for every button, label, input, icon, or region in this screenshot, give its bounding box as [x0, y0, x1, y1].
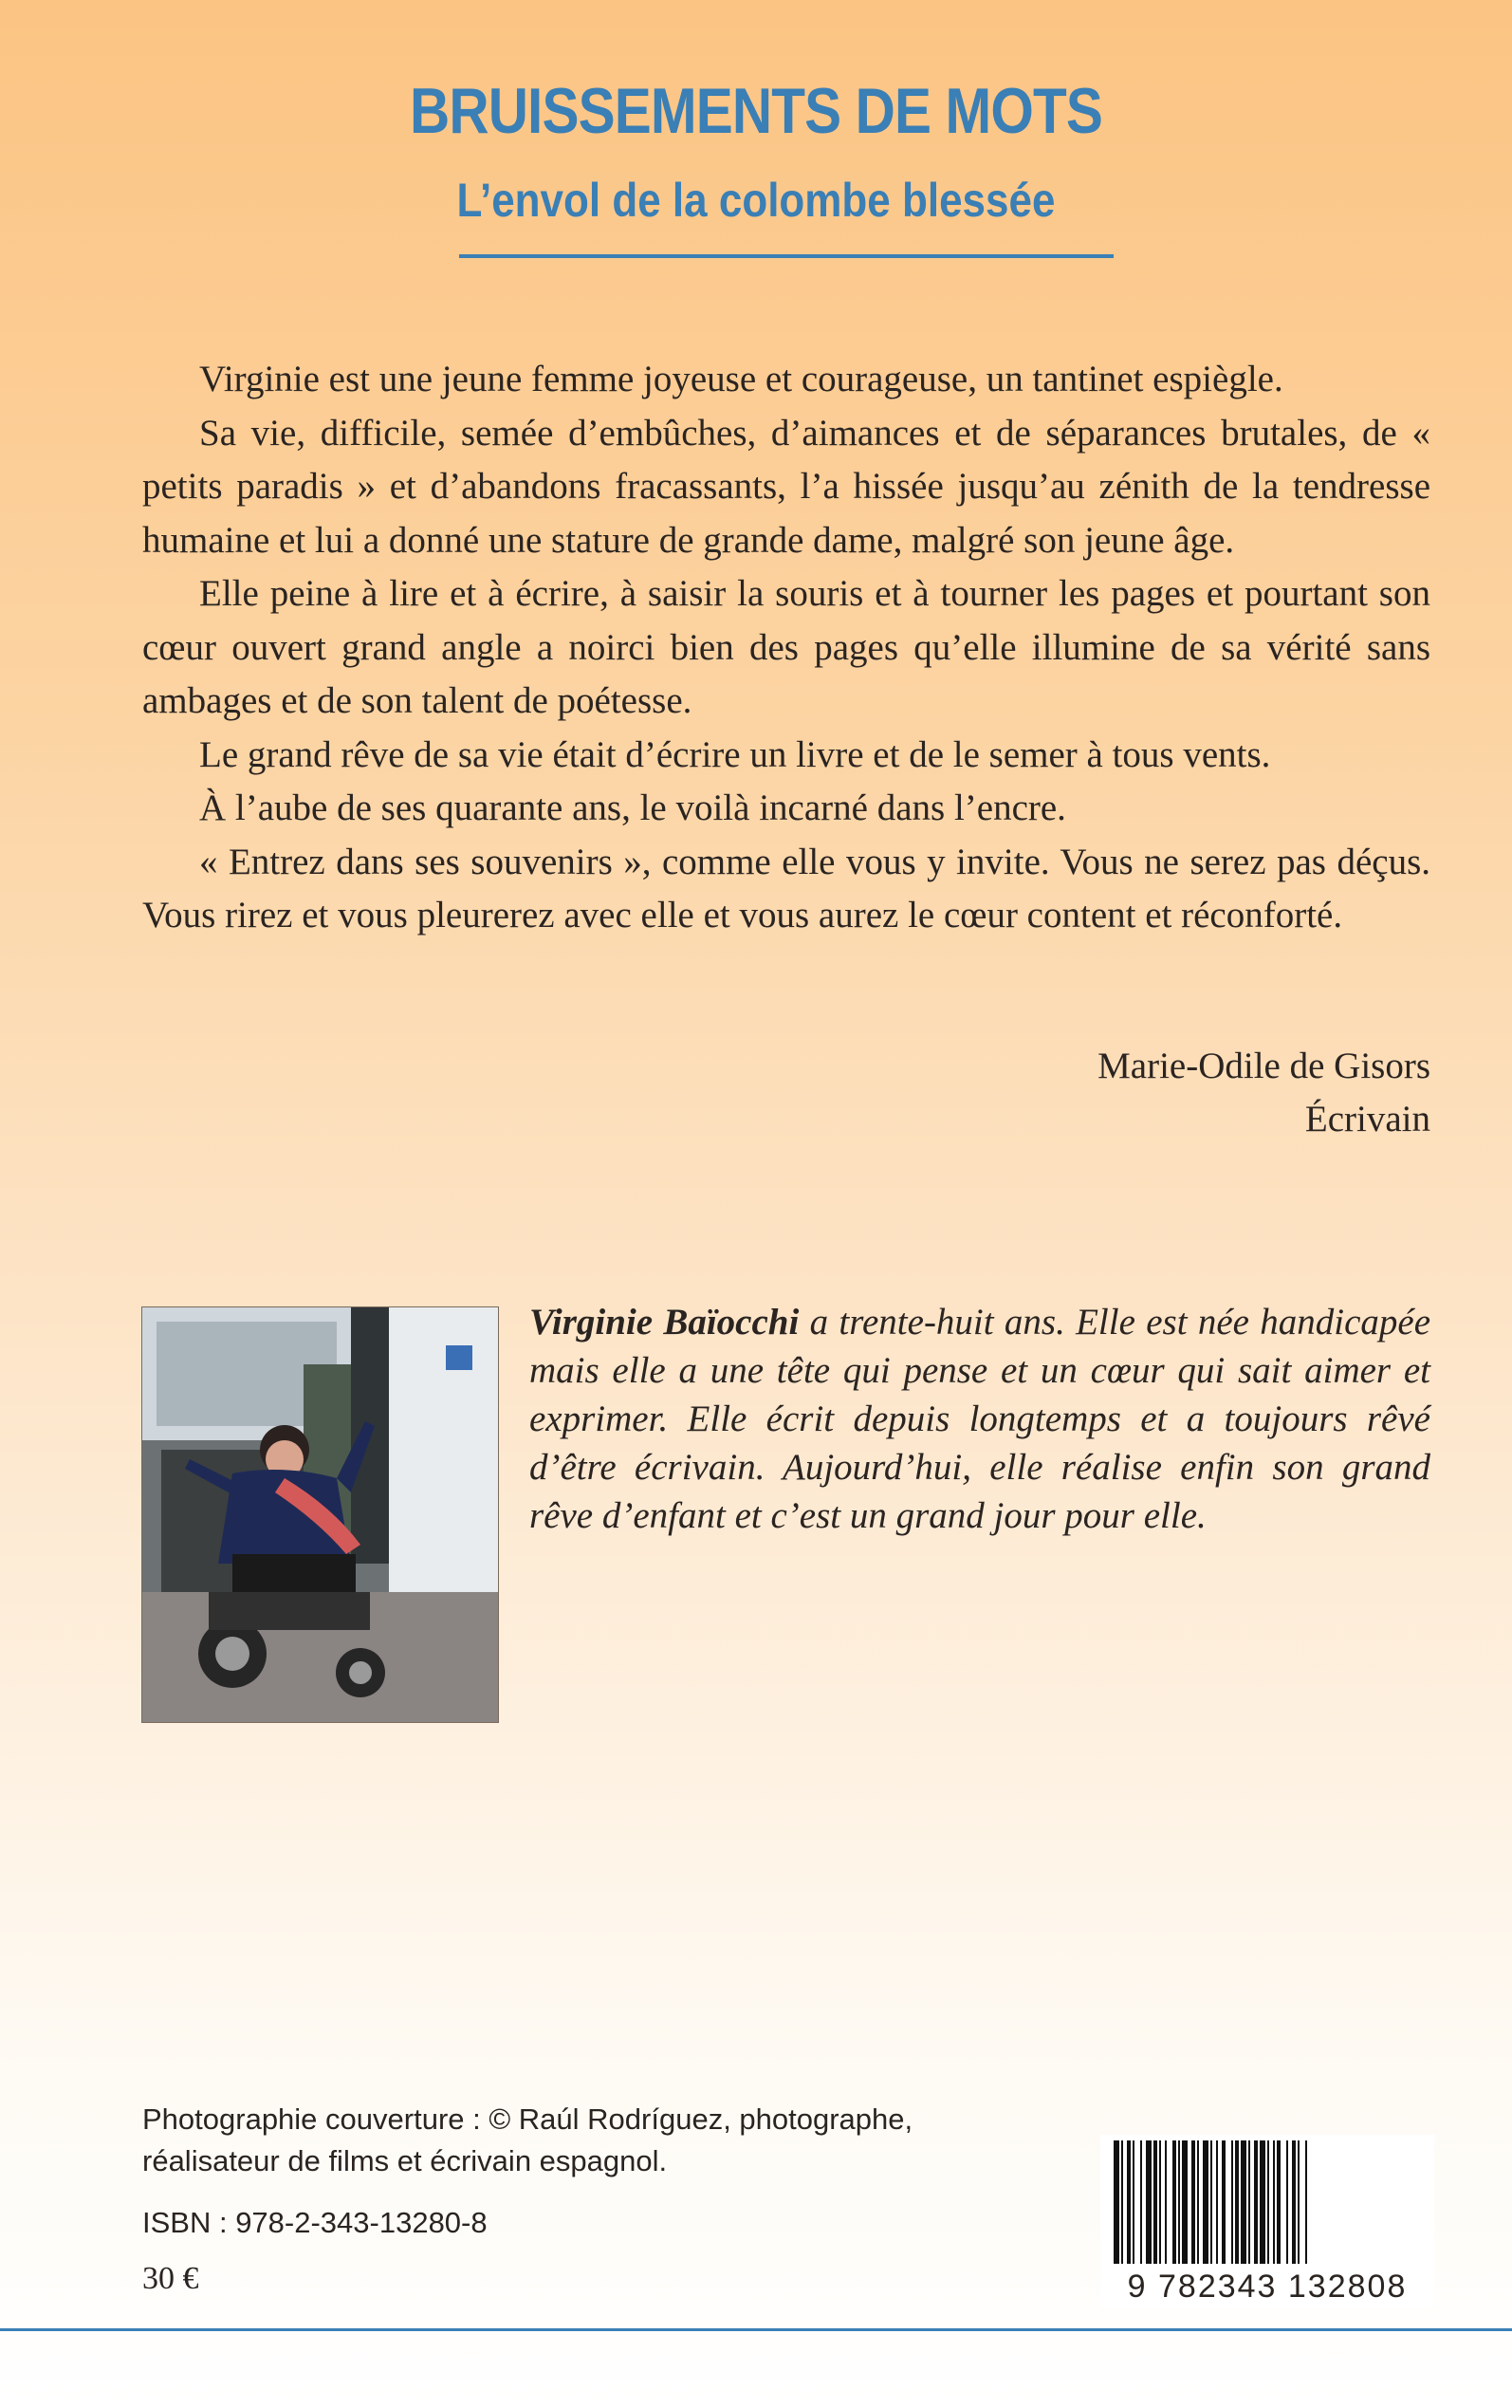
blurb-paragraph: À l’aube de ses quarante ans, le voilà incarné dans l’encre. [199, 787, 1066, 828]
blurb-text [142, 353, 1430, 943]
barcode-bar [1172, 2140, 1176, 2264]
barcode-bar [1146, 2140, 1152, 2264]
blurb-paragraph: « Entrez dans ses souvenirs », comme elle vous y invite. Vous ne serez pas déçus. Vous rirez et vous pleurerez avec elle et vous aurez le cœur content et réconforté. [142, 841, 1430, 935]
barcode-bar [1182, 2140, 1188, 2264]
blurb-signature [1097, 1040, 1430, 1146]
barcode-bar [1298, 2140, 1300, 2264]
barcode-bar [1165, 2140, 1167, 2264]
barcode-bar [1203, 2140, 1208, 2264]
barcode-digits: 9 782343 132808 [1100, 2266, 1434, 2307]
barcode-bar [1235, 2140, 1239, 2264]
barcode-bar [1114, 2140, 1119, 2264]
author-bio [529, 1298, 1430, 1540]
blurb-paragraph: Le grand rêve de sa vie était d’écrire un livre et de le semer à tous vents. [199, 733, 1271, 775]
signature-name: Marie-Odile de Gisors [1097, 1046, 1430, 1086]
barcode-bar [1241, 2140, 1246, 2264]
blurb-paragraph: Elle peine à lire et à écrire, à saisir la souris et à tourner les pages et pourtant son cœur ouvert grand angle a noirci bien des pages qu’elle illumine de sa vérité sans ambages et de son talent de poétesse. [142, 573, 1430, 721]
photo-credit-line: Photographie couverture : © Raúl Rodríguez, photographe, [142, 2102, 913, 2136]
barcode-bar [1254, 2140, 1258, 2264]
price: 30 € [142, 2261, 199, 2296]
photo-credit-line: réalisateur de films et écrivain espagnol. [142, 2144, 668, 2177]
barcode-bar [1153, 2140, 1157, 2264]
book-title: BRUISSEMENTS DE MOTS [409, 75, 1103, 147]
barcode-bar [1121, 2140, 1123, 2264]
barcode-bar [1197, 2140, 1199, 2264]
barcode-bar [1127, 2140, 1131, 2264]
book-subtitle: L’envol de la colombe blessée [456, 174, 1056, 227]
barcode-bar [1191, 2140, 1195, 2264]
blurb-paragraph: Sa vie, difficile, semée d’embûches, d’aimances et de séparances brutales, de « petits paradis » et d’abandons fracassants, l’a hissée jusqu’au zénith de la tendresse humaine et lui a donné une stature de grande dame, malgré son jeune âge. [142, 412, 1430, 561]
photo-credit [142, 2099, 949, 2182]
barcode-bar [1273, 2140, 1275, 2264]
signature-role: Écrivain [1304, 1099, 1430, 1139]
barcode-bar [1133, 2140, 1134, 2264]
barcode-bar [1260, 2140, 1265, 2264]
author-photo [141, 1306, 499, 1723]
barcode-bar [1305, 2140, 1307, 2264]
author-bio-text: a trente-huit ans. Elle est née handicapée mais elle a une tête qui pense et un cœur qui sait aimer et exprimer. Elle écrit depuis longtemps et a toujours rêvé d’être écrivain. Aujourd’hui, elle réalise enfin son grand rêve d’enfant et c’est un grand jour pour elle. [529, 1302, 1430, 1536]
author-name: Virginie Baïocchi [529, 1302, 800, 1343]
barcode-bar [1140, 2140, 1142, 2264]
barcode-bar [1159, 2140, 1161, 2264]
barcode-bar [1216, 2140, 1218, 2264]
barcode-bar [1178, 2140, 1180, 2264]
barcode-bar [1210, 2140, 1212, 2264]
blurb-paragraph: Virginie est une jeune femme joyeuse et courageuse, un tantinet espiègle. [199, 359, 1283, 399]
title-divider [459, 254, 1114, 258]
barcode-bar [1286, 2140, 1288, 2264]
barcode-bar [1222, 2140, 1226, 2264]
barcode-bar [1231, 2140, 1233, 2264]
barcode-bar [1248, 2140, 1250, 2264]
barcode-bar [1267, 2140, 1269, 2264]
barcode-bar [1292, 2140, 1296, 2264]
barcode-bar [1277, 2140, 1281, 2264]
isbn: ISBN : 978-2-343-13280-8 [142, 2206, 488, 2239]
bottom-divider [0, 2328, 1512, 2331]
